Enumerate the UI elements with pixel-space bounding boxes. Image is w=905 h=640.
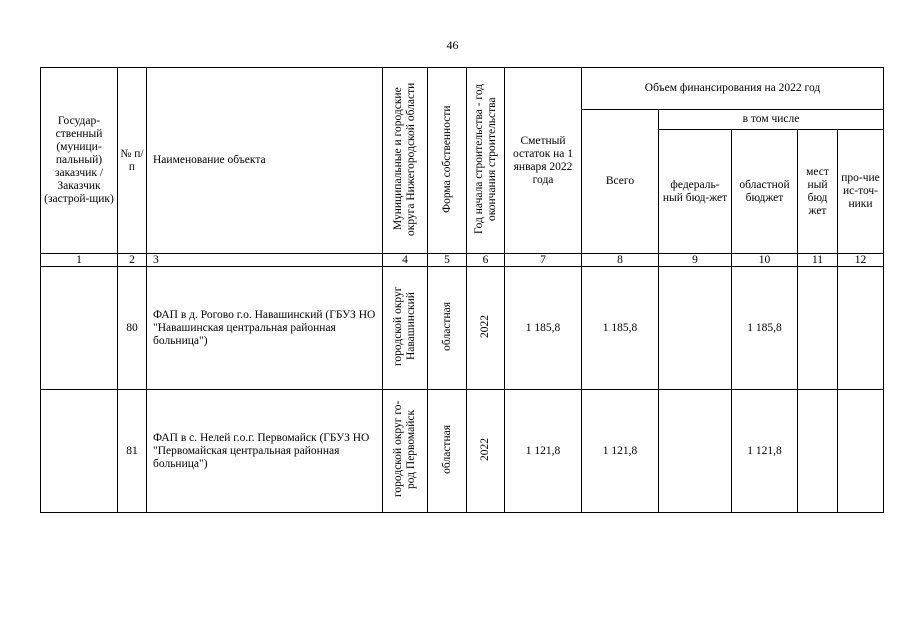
cell-other [838,267,884,390]
cell-local [798,267,838,390]
column-number: 3 [147,254,383,267]
header-municipality: Муниципальные и городские округа Нижегородской области [383,68,428,254]
cell-num: 81 [118,390,147,513]
column-number: 11 [798,254,838,267]
financing-table [40,67,884,513]
cell-regional: 1 121,8 [732,390,798,513]
cell-municipality: городской округ Навашинский [383,267,428,390]
cell-num: 80 [118,267,147,390]
header-other: про-чие ис-точ-ники [838,130,884,254]
header-regional: областной бюджет [732,130,798,254]
cell-estimate-balance: 1 121,8 [505,390,582,513]
column-number: 4 [383,254,428,267]
cell-total: 1 185,8 [582,267,659,390]
column-number: 6 [467,254,505,267]
header-ownership: Форма собственности [428,68,467,254]
cell-local [798,390,838,513]
header-customer: Государ-ственный (муници-пальный) заказчик / Заказчик (застрой-щик) [41,68,118,254]
column-number: 7 [505,254,582,267]
column-number: 12 [838,254,884,267]
header-object-name: Наименование объекта [147,68,383,254]
header-num: № п/п [118,68,147,254]
header-including: в том числе [659,110,884,130]
column-number: 1 [41,254,118,267]
column-number-row [41,254,884,267]
cell-customer [41,267,118,390]
table-row [41,390,884,513]
column-number: 8 [582,254,659,267]
column-number: 5 [428,254,467,267]
cell-federal [659,267,732,390]
header-federal: федераль-ный бюд-жет [659,130,732,254]
cell-object-name: ФАП в д. Рогово г.о. Навашинский (ГБУЗ НО "Навашинская центральная районная больница") [147,267,383,390]
header-years: Год начала строительства - год окончания строительства [467,68,505,254]
cell-estimate-balance: 1 185,8 [505,267,582,390]
cell-ownership: областная [428,390,467,513]
cell-years: 2022 [467,390,505,513]
table-row [41,267,884,390]
cell-object-name: ФАП в с. Нелей г.о.г. Первомайск (ГБУЗ НО "Первомайская центральная районная больница") [147,390,383,513]
cell-ownership: областная [428,267,467,390]
cell-customer [41,390,118,513]
header-local: мест ный бюд жет [798,130,838,254]
cell-total: 1 121,8 [582,390,659,513]
cell-years: 2022 [467,267,505,390]
column-number: 2 [118,254,147,267]
cell-federal [659,390,732,513]
cell-other [838,390,884,513]
column-number: 10 [732,254,798,267]
header-total: Всего [582,110,659,254]
header-funding-group: Объем финансирования на 2022 год [582,68,884,110]
column-number: 9 [659,254,732,267]
page-number: 46 [446,38,459,52]
header-estimate-balance: Сметный остаток на 1 января 2022 года [505,68,582,254]
cell-regional: 1 185,8 [732,267,798,390]
cell-municipality: городской округ го-род Первомайск [383,390,428,513]
